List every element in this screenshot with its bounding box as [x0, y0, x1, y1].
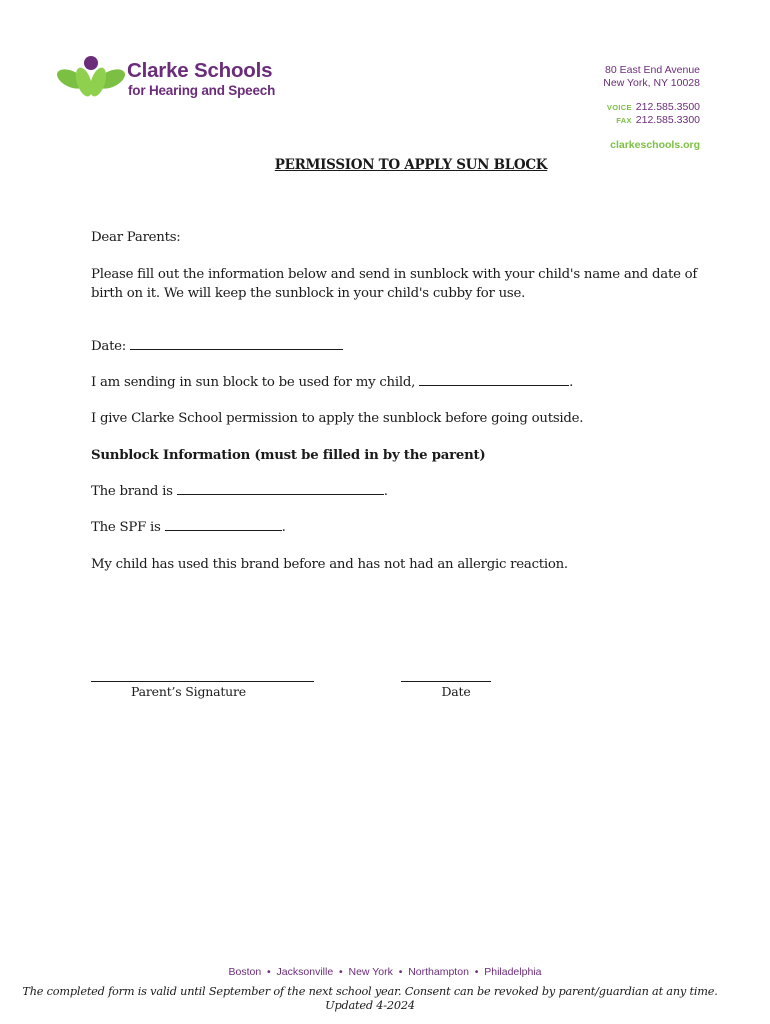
fax-label: FAX [616, 116, 632, 125]
signature-label: Parent’s Signature [130, 684, 247, 699]
spf-field[interactable] [165, 529, 282, 531]
allergy-statement: My child has used this brand before and has not had an allergic reaction. [91, 557, 568, 572]
date-field[interactable] [130, 348, 343, 350]
signature-date-label: Date [441, 684, 471, 699]
contact-block [603, 64, 700, 152]
leaf-logo-icon [56, 55, 126, 101]
date-label: Date: [91, 339, 127, 354]
instructions: Please fill out the information below and send in sunblock with your child's name and date of birth on it. We will keep the sunblock in your child's cubby for use. [91, 267, 698, 301]
address-line-1: 80 East End Avenue [605, 64, 700, 76]
permission-statement: I give Clarke School permission to apply the sunblock before going outside. [91, 411, 584, 426]
voice-label: VOICE [606, 103, 632, 112]
form-title: PERMISSION TO APPLY SUN BLOCK [274, 157, 548, 173]
locations-line: Boston • Jacksonville • New York • Northampton • Philadelphia [228, 966, 542, 978]
spf-row: The SPF is . [91, 520, 286, 535]
brand-label: The brand is [91, 484, 173, 499]
brand-row: The brand is . [91, 484, 388, 499]
greeting: Dear Parents: [91, 230, 181, 245]
website: clarkeschools.org [610, 139, 700, 151]
clarke-logo [56, 55, 296, 103]
fax-line [603, 114, 700, 127]
validity-note: The completed form is valid until September of the next school year. Consent can be revoked by parent/guardian at any time. [22, 985, 718, 998]
updated-date: Updated 4-2024 [325, 999, 415, 1012]
footer-note [0, 985, 740, 1013]
voice-number: 212.585.3500 [635, 101, 700, 113]
address-line-2: New York, NY 10028 [603, 77, 700, 89]
brand-field[interactable] [177, 493, 384, 495]
child-row: I am sending in sun block to be used for my child, . [91, 375, 574, 390]
voice-line [603, 101, 700, 114]
signature-line[interactable] [91, 681, 314, 682]
org-name: Clarke Schools [127, 59, 273, 82]
signature-date-line[interactable] [401, 681, 491, 682]
child-name-field[interactable] [419, 384, 569, 386]
org-subtitle: for Hearing and Speech [128, 83, 276, 98]
child-statement: I am sending in sun block to be used for my child, [91, 375, 416, 390]
section-heading: Sunblock Information (must be filled in by the parent) [91, 448, 486, 463]
spf-label: The SPF is [91, 520, 161, 535]
fax-number: 212.585.3300 [635, 114, 700, 126]
date-row [91, 339, 343, 354]
